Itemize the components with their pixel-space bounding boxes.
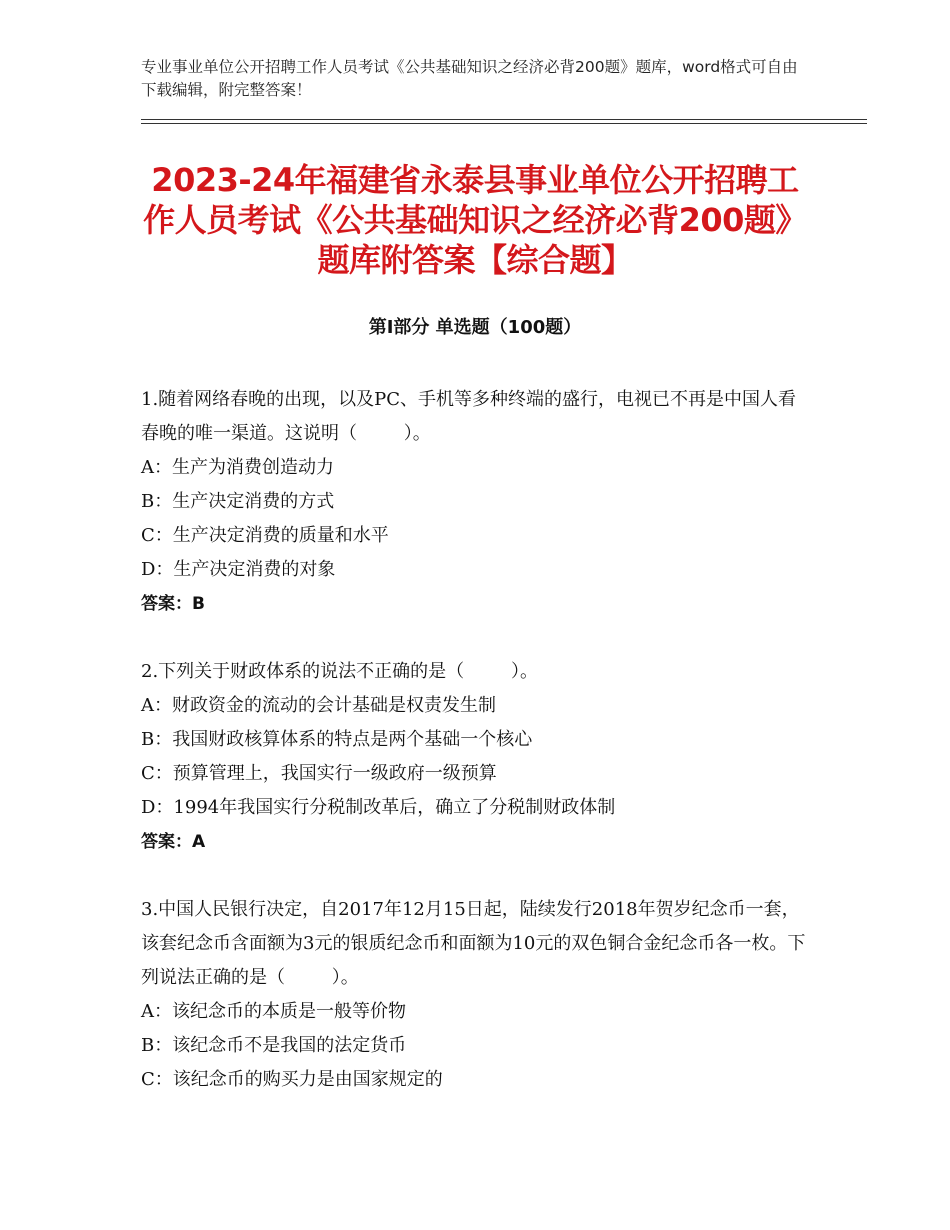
- answer-key: 答案：B: [141, 594, 205, 614]
- question-1: [141, 383, 809, 621]
- option-a: A：生产为消费创造动力: [141, 457, 334, 478]
- question-2: [141, 655, 809, 859]
- question-list: [141, 383, 809, 1097]
- section-heading: 第Ⅰ部分 单选题（100题）: [368, 317, 582, 338]
- question-3: [141, 893, 809, 1097]
- question-stem-text: 2.下列关于财政体系的说法不正确的是（: [141, 661, 465, 682]
- question-stem-text: 3.中国人民银行决定，自2017年12月15日起，陆续发行2018年贺岁纪念币一套，该套纪念币含面额为3元的银质纪念币和面额为10元的双色铜合金纪念币各一枚。下列说法正确的是（: [141, 899, 806, 988]
- question-stem-end: ）。: [403, 423, 431, 444]
- document-title: 2023-24年福建省永泰县事业单位公开招聘工作人员考试《公共基础知识之经济必背200题》题库附答案【综合题】: [143, 161, 807, 279]
- option-c: C：预算管理上，我国实行一级政府一级预算: [141, 763, 497, 784]
- question-stem: [141, 655, 809, 689]
- option-c: C：生产决定消费的质量和水平: [141, 525, 389, 546]
- question-stem-end: ）。: [331, 967, 359, 988]
- option-d: D：1994年我国实行分税制改革后，确立了分税制财政体制: [141, 797, 616, 818]
- option-a: A：该纪念币的本质是一般等价物: [141, 1001, 406, 1022]
- option-b: B：该纪念币不是我国的法定货币: [141, 1035, 407, 1056]
- option-d: D：生产决定消费的对象: [141, 559, 336, 580]
- answer-key: 答案：A: [141, 832, 206, 852]
- option-a: A：财政资金的流动的会计基础是权责发生制: [141, 695, 496, 716]
- option-b: B：生产决定消费的方式: [141, 491, 335, 512]
- header-note: 专业事业单位公开招聘工作人员考试《公共基础知识之经济必背200题》题库，word格式可自由下载编辑，附完整答案！: [141, 58, 798, 99]
- question-stem: [141, 893, 809, 995]
- header-divider: [141, 119, 867, 124]
- question-stem-end: ）。: [510, 661, 538, 682]
- question-stem: [141, 383, 809, 451]
- option-b: B：我国财政核算体系的特点是两个基础一个核心: [141, 729, 533, 750]
- question-stem-text: 1.随着网络春晚的出现，以及PC、手机等多种终端的盛行，电视已不再是中国人看春晚的唯一渠道。这说明（: [141, 389, 797, 444]
- option-c: C：该纪念币的购买力是由国家规定的: [141, 1069, 443, 1090]
